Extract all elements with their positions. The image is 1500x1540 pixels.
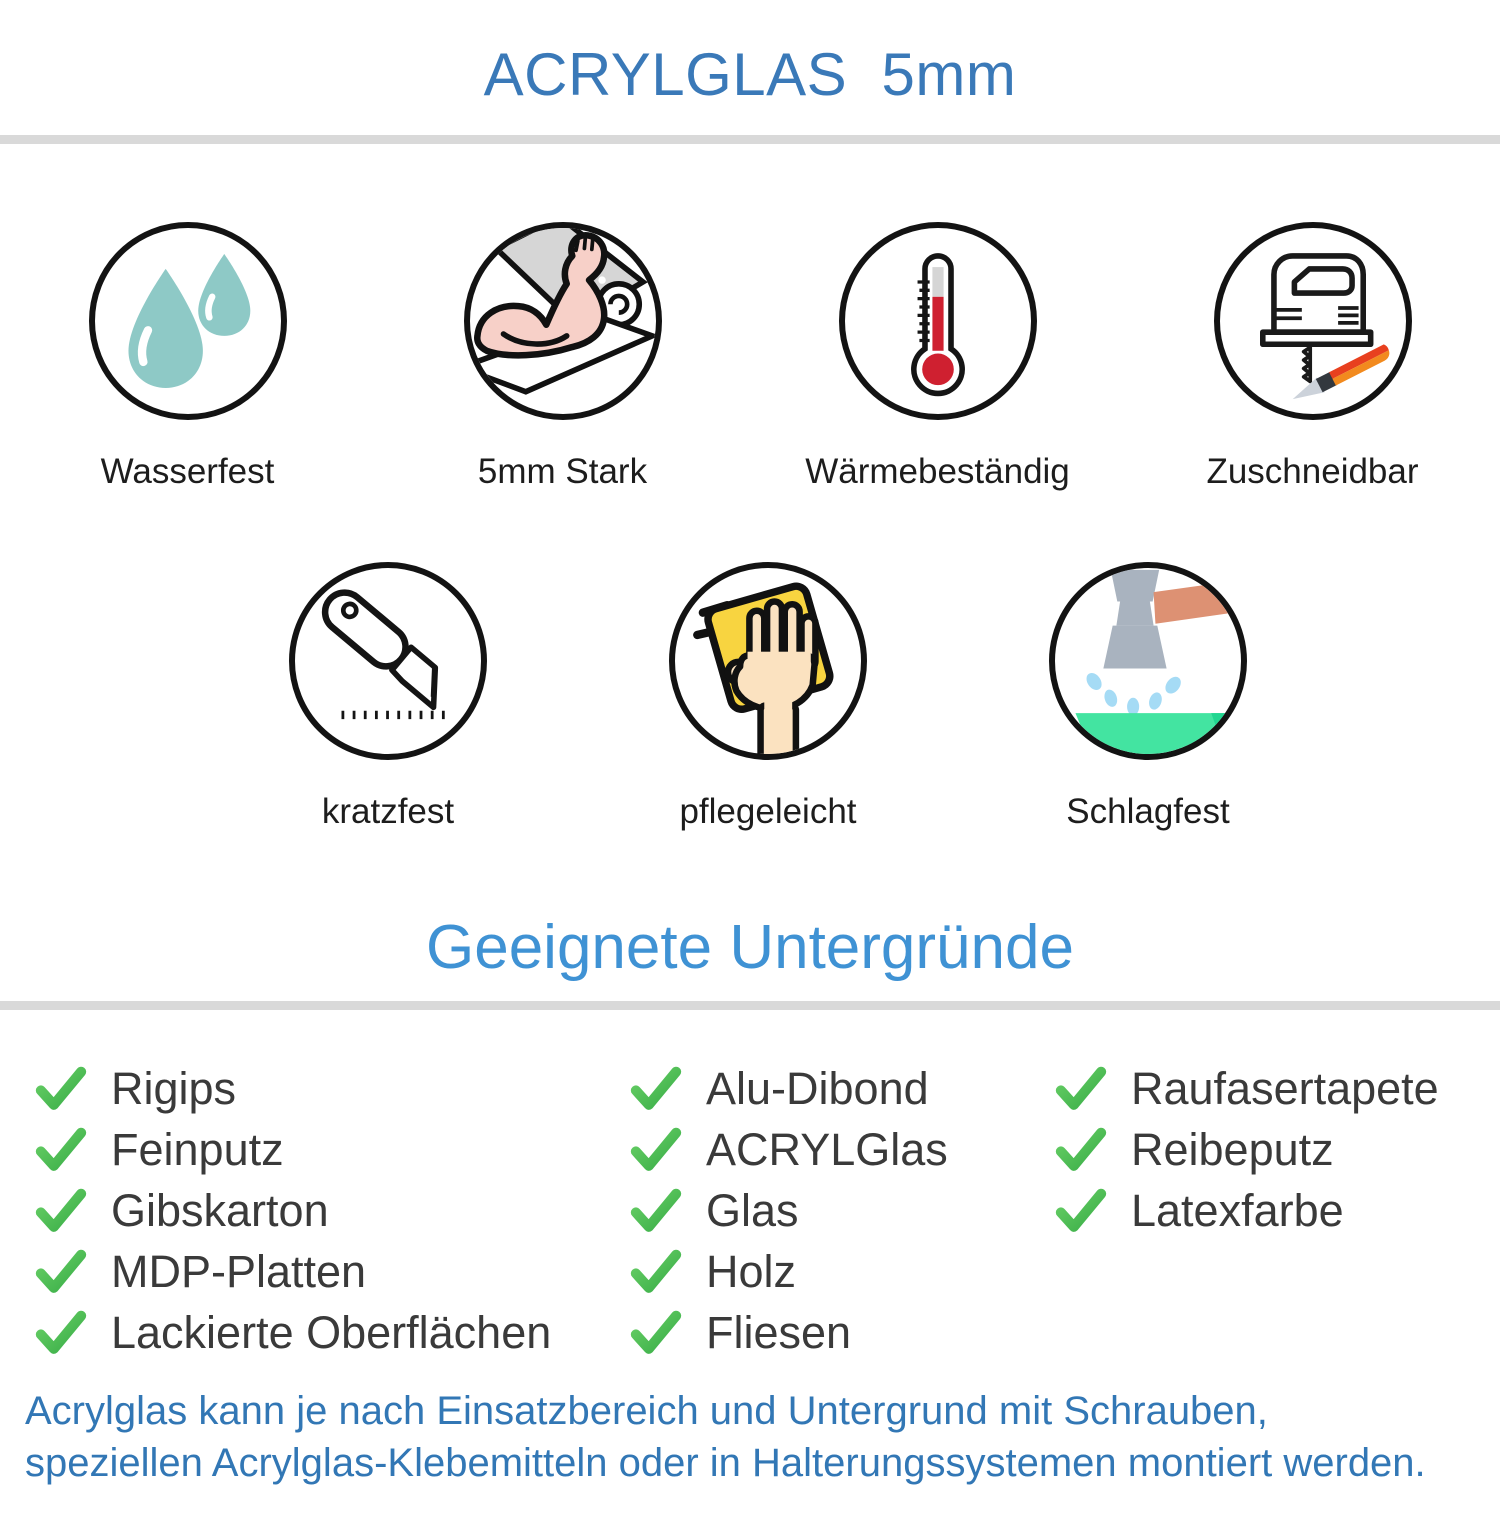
feature-circle — [839, 222, 1037, 420]
list-item-label: Glas — [706, 1184, 799, 1236]
section-title-untergruende: Geeignete Untergründe — [425, 913, 1074, 982]
list-item — [35, 1180, 630, 1241]
list-item — [1055, 1180, 1500, 1241]
divider-bar-top — [0, 135, 1500, 144]
feature-kratzfest — [198, 562, 578, 832]
utility-knife-icon — [295, 568, 481, 754]
checkmark-icon — [35, 1188, 87, 1234]
substrates-column-1 — [35, 1058, 630, 1363]
list-item — [35, 1241, 630, 1302]
cleaning-hand-icon — [675, 568, 861, 754]
checkmark-icon — [1055, 1066, 1107, 1112]
list-item-label: Rigips — [111, 1062, 237, 1114]
feature-circle — [669, 562, 867, 760]
page-title: ACRYLGLAS 5mm — [483, 41, 1017, 108]
checkmark-icon — [630, 1127, 682, 1173]
feature-circle — [464, 222, 662, 420]
list-item-label: Holz — [706, 1245, 797, 1297]
mounting-note-line1: Acrylglas kann je nach Einsatzbereich und Untergrund mit Schrauben, — [25, 1389, 1268, 1433]
list-item — [35, 1058, 630, 1119]
feature-waermebestaendig — [750, 222, 1125, 492]
checkmark-icon — [630, 1066, 682, 1112]
list-item — [630, 1302, 1055, 1363]
feature-label: Wärmebeständig — [805, 452, 1070, 491]
feature-label: 5mm Stark — [477, 452, 648, 491]
list-item — [1055, 1119, 1500, 1180]
list-item-label: Latexfarbe — [1131, 1184, 1344, 1236]
list-item-label: Reibeputz — [1131, 1123, 1334, 1175]
list-item — [35, 1119, 630, 1180]
feature-5mm-stark — [375, 222, 750, 492]
feature-zuschneidbar — [1125, 222, 1500, 492]
water-drops-icon — [95, 228, 281, 414]
list-item — [630, 1119, 1055, 1180]
feature-circle — [1049, 562, 1247, 760]
features-row-1 — [0, 222, 1500, 492]
list-item-label: Feinputz — [111, 1123, 284, 1175]
mounting-note-line2: speziellen Acrylglas-Klebemitteln oder in Halterungssystemen montiert werden. — [25, 1441, 1426, 1485]
list-item — [35, 1302, 630, 1363]
feature-label: kratzfest — [321, 792, 455, 831]
checkmark-icon — [1055, 1188, 1107, 1234]
feature-pflegeleicht — [578, 562, 958, 832]
feature-wasserfest — [0, 222, 375, 492]
checkmark-icon — [35, 1249, 87, 1295]
substrates-column-2 — [630, 1058, 1055, 1363]
feature-label: pflegeleicht — [679, 792, 857, 831]
feature-label: Zuschneidbar — [1206, 452, 1419, 491]
hammer-icon — [1055, 568, 1241, 754]
feature-circle — [289, 562, 487, 760]
list-item — [630, 1241, 1055, 1302]
feature-label: Wasserfest — [100, 452, 275, 491]
checkmark-icon — [35, 1127, 87, 1173]
list-item — [630, 1058, 1055, 1119]
list-item-label: Fliesen — [706, 1306, 852, 1358]
list-item — [630, 1180, 1055, 1241]
muscle-arm-icon — [470, 228, 656, 414]
list-item-label: Raufasertapete — [1131, 1062, 1439, 1114]
checkmark-icon — [35, 1310, 87, 1356]
checkmark-icon — [630, 1188, 682, 1234]
mounting-note — [0, 1385, 1500, 1489]
list-item-label: Gibskarton — [111, 1184, 329, 1236]
checkmark-icon — [35, 1066, 87, 1112]
feature-schlagfest — [958, 562, 1338, 832]
substrates-list — [0, 1058, 1500, 1363]
list-item-label: Lackierte Oberflächen — [111, 1306, 552, 1358]
list-item — [1055, 1058, 1500, 1119]
jigsaw-icon — [1220, 228, 1406, 414]
checkmark-icon — [630, 1249, 682, 1295]
feature-circle — [89, 222, 287, 420]
feature-circle — [1214, 222, 1412, 420]
list-item-label: MDP-Platten — [111, 1245, 367, 1297]
list-item-label: Alu-Dibond — [706, 1062, 929, 1114]
features-row-2 — [36, 562, 1500, 832]
list-item-label: ACRYLGlas — [706, 1123, 948, 1175]
checkmark-icon — [1055, 1127, 1107, 1173]
divider-bar-middle — [0, 1001, 1500, 1010]
substrates-column-3 — [1055, 1058, 1500, 1363]
feature-label: Schlagfest — [1066, 792, 1230, 831]
thermometer-icon — [845, 228, 1031, 414]
checkmark-icon — [630, 1310, 682, 1356]
